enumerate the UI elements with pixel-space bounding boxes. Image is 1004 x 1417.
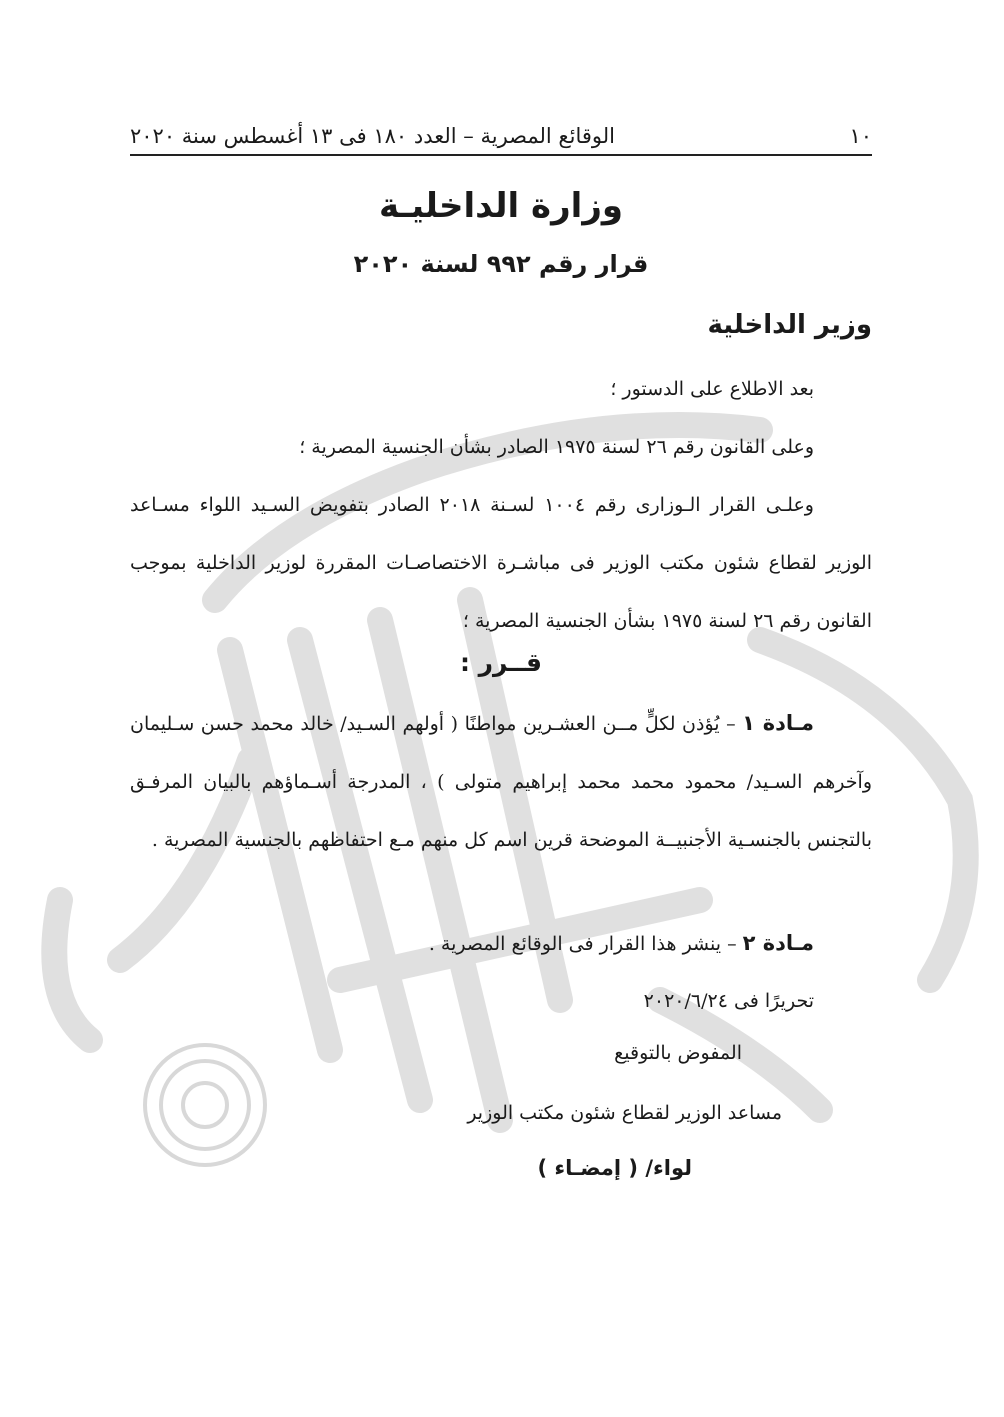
article-2-label: مـادة ٢ — [742, 931, 814, 955]
ministry-title: وزارة الداخليـة — [378, 186, 624, 226]
date-line: تحريرًا فى ٢٠٢٠/٦/٢٤ — [643, 990, 814, 1012]
decree-title: قرار رقم ٩٩٢ لسنة ٢٠٢٠ — [353, 250, 649, 278]
article-2 — [130, 914, 872, 973]
preamble-constitution: بعد الاطلاع على الدستور ؛ — [610, 378, 814, 400]
publication-line: الوقائع المصرية – العدد ١٨٠ فى ١٣ أغسطس سنة ٢٠٢٠ — [130, 124, 615, 148]
preamble-ministerial-decree: وعلـى القرار الـوزارى رقم ١٠٠٤ لسـنة ٢٠١٨ الصادر بتفويض السـيد اللواء مسـاعد الوزير لقطاع شئون مكتب الوزير فى مباشـرة الاختصاصـات المقررة لوزير الداخلية بموجب القانون رقم ٢٦ لسنة ١٩٧٥ بشأن الجنسية المصرية ؛ — [130, 494, 872, 632]
running-header — [130, 114, 872, 148]
article-2-text: – ينشر هذا القرار فى الوقائع المصرية . — [428, 933, 743, 955]
article-1 — [130, 694, 872, 869]
article-1-text: – يُؤذن لكلٍّ مــن العشـرين مواطنًا ( أولهم السـيد/ خالد محمد حسن سـليمان وآخرهم السـيد/ محمود محمد محمد إبراهيم متولى ) ، المدرجة أسـماؤهم بالبيان المرفـق بالتجنس بالجنسـية الأجنبيــة الموضحة قرين اسم كل منهم مـع احتفاظهم بالجنسية المصرية . — [130, 713, 872, 851]
signature-name: لواء/ ( إمضـاء ) — [537, 1156, 692, 1180]
header-rule — [130, 154, 872, 156]
signature-position: مساعد الوزير لقطاع شئون مكتب الوزير — [467, 1102, 782, 1124]
decided-label: قــرر : — [459, 648, 543, 677]
signature-authorized: المفوض بالتوقيع — [614, 1042, 742, 1064]
preamble-law: وعلى القانون رقم ٢٦ لسنة ١٩٧٥ الصادر بشأن الجنسية المصرية ؛ — [299, 436, 814, 458]
page-number: ١٠ — [849, 124, 872, 148]
article-1-label: مـادة ١ — [742, 711, 814, 735]
minister-label: وزير الداخلية — [707, 310, 872, 340]
gazette-page — [130, 0, 872, 1417]
